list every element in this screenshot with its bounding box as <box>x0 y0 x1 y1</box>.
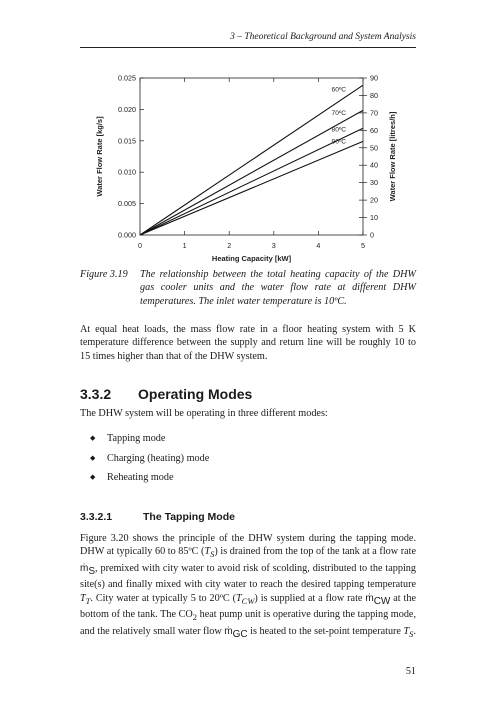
bullet-diamond-icon: ◆ <box>90 434 96 442</box>
flow-rate-chart <box>90 68 410 263</box>
y-left-tick-label: 0.015 <box>118 136 136 146</box>
y-left-tick-label: 0.025 <box>118 73 136 83</box>
y-right-tick-label: 60 <box>370 125 378 135</box>
y-right-tick-label: 50 <box>370 143 378 153</box>
running-header: 3 – Theoretical Background and System Analysis <box>230 32 416 42</box>
x-tick-label: 0 <box>138 241 142 250</box>
y-right-tick-label: 30 <box>370 178 378 188</box>
bullet-diamond-icon: ◆ <box>90 453 96 462</box>
figure-caption <box>80 268 416 308</box>
y-right-tick-label: 80 <box>370 90 378 100</box>
series-line-3 <box>140 138 363 235</box>
series-line-1 <box>140 110 363 235</box>
page-number: 51 <box>405 666 416 677</box>
subsection-number: 3.3.2.1 <box>80 511 113 523</box>
y-right-tick-label: 20 <box>370 195 378 205</box>
series-label-2: 80ºC <box>331 126 347 134</box>
y-left-tick-label: 0.005 <box>118 199 136 209</box>
x-tick-label: 5 <box>361 241 365 250</box>
paragraph-tapping-mode: Figure 3.20 shows the principle of the DHW system during the tapping mode. DHW at typically 60 to 85ºC $(T_S)$ is drained from the top of the tank at a flow rate ṁ$_S$, premixed with city water to avoid risk of scolding, distributed to the tapping site(s) and finally mixed with city water to reach the desired tapping temperature $T_T$. City water at typically 5 to 20ºC $(T_{CW})$ is supplied at a flow rate ṁ$_{CW}$ at the bottom of the tank. The $CO_2$ heat pump unit is operative during the tapping mode, and the relatively small water flow ṁ$_{GC}$ is heated to the set-point temperature $T_S$. <box>80 533 416 640</box>
paragraph-flow-comparison: At equal heat loads, the mass flow rate in a floor heating system with 5 K temperature difference between the supply and return line will be roughly 10 to 15 times higher than that of the DHW system. <box>80 324 416 362</box>
x-tick-label: 1 <box>182 241 187 250</box>
paragraph-modes-intro: The DHW system will be operating in three different modes: <box>80 408 328 419</box>
y-right-tick-label: 40 <box>370 160 378 170</box>
subsection-title: The Tapping Mode <box>143 511 235 523</box>
y-left-tick-label: 0.000 <box>118 230 136 240</box>
series-line-2 <box>140 128 363 235</box>
series-label-3: 90ºC <box>331 138 347 146</box>
operating-modes-list <box>80 433 416 492</box>
figure-caption-text: The relationship between the total heating capacity of the DHW gas cooler units and the water flow rate at different DHW temperatures. The inlet water temperature is 10ºC. <box>140 269 416 307</box>
series-label-1: 70ºC <box>331 109 347 117</box>
section-title: Operating Modes <box>138 386 253 402</box>
y-right-axis-label: Water Flow Rate [litres/h] <box>388 111 397 202</box>
section-number: 3.3.2 <box>80 386 112 402</box>
section-heading <box>80 386 252 402</box>
x-tick-label: 3 <box>271 241 276 250</box>
subsection-heading <box>80 511 235 523</box>
y-left-tick-label: 0.010 <box>118 167 136 177</box>
header-rule <box>80 47 416 48</box>
plot-frame <box>140 78 363 235</box>
list-item: ◆ Charging (heating) mode <box>90 452 210 464</box>
y-left-axis-label: Water Flow Rate [kg/s] <box>95 116 104 197</box>
y-right-tick-label: 90 <box>370 73 378 83</box>
x-axis-label: Heating Capacity [kW] <box>211 254 292 263</box>
x-tick-label: 2 <box>227 241 232 250</box>
list-item: ◆ Tapping mode <box>90 433 166 444</box>
y-right-tick-label: 0 <box>370 230 374 240</box>
figure-label: Figure 3.19 <box>80 269 128 280</box>
y-right-tick-label: 10 <box>370 213 378 223</box>
y-right-tick-label: 70 <box>370 108 378 118</box>
x-tick-label: 4 <box>316 241 321 250</box>
y-left-tick-label: 0.020 <box>118 104 136 114</box>
list-item: ◆ Reheating mode <box>90 472 174 483</box>
bullet-diamond-icon: ◆ <box>90 473 96 481</box>
series-label-0: 60ºC <box>331 86 347 94</box>
series-line-0 <box>140 85 363 235</box>
